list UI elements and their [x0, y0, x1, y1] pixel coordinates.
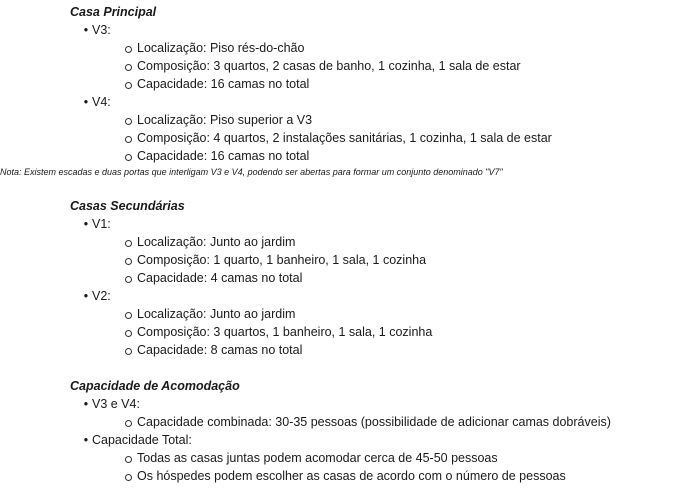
list-item-total	[70, 431, 700, 485]
detail-text: Capacidade: 16 camas no total	[137, 149, 310, 163]
detail-text: Localização: Piso superior a V3	[137, 113, 313, 127]
item-label: V4:	[92, 95, 111, 109]
detail-item	[92, 251, 700, 269]
section-casa-principal	[0, 3, 700, 179]
detail-text: Localização: Junto ao jardim	[137, 235, 296, 249]
circle-bullet-icon	[125, 154, 132, 161]
section-capacidade	[70, 377, 700, 485]
circle-bullet-icon	[125, 136, 132, 143]
list-item-v3	[70, 21, 700, 93]
detail-text: Os hóspedes podem escolher as casas de acordo com o número de pessoas	[137, 469, 566, 483]
bullet-icon: •	[83, 23, 89, 37]
detail-item	[92, 413, 700, 431]
bullet-icon: •	[83, 433, 89, 447]
detail-text: Composição: 1 quarto, 1 banheiro, 1 sala, 1 cozinha	[137, 253, 427, 267]
bullet-icon: •	[83, 217, 89, 231]
list-item-v3-v4	[70, 395, 700, 431]
detail-item	[92, 467, 700, 485]
section-heading: Capacidade de Acomodação	[70, 379, 240, 393]
circle-bullet-icon	[125, 240, 132, 247]
circle-bullet-icon	[125, 64, 132, 71]
bullet-icon: •	[83, 95, 89, 109]
detail-text: Capacidade combinada: 30-35 pessoas (possibilidade de adicionar camas dobráveis)	[137, 415, 611, 429]
list-item-v2	[70, 287, 700, 359]
circle-bullet-icon	[125, 118, 132, 125]
detail-text: Capacidade: 16 camas no total	[137, 77, 310, 91]
spacer	[70, 179, 700, 197]
detail-item	[92, 147, 700, 165]
item-label: V2:	[92, 289, 111, 303]
house-list	[70, 215, 700, 359]
detail-text: Composição: 3 quartos, 1 banheiro, 1 sala, 1 cozinha	[137, 325, 433, 339]
list-item-v1	[70, 215, 700, 287]
section-heading: Casa Principal	[70, 5, 157, 19]
detail-list	[92, 413, 700, 431]
detail-item	[92, 449, 700, 467]
detail-item	[92, 57, 700, 75]
detail-item	[92, 323, 700, 341]
detail-item	[92, 233, 700, 251]
circle-bullet-icon	[125, 474, 132, 481]
detail-item	[92, 75, 700, 93]
detail-item	[92, 129, 700, 147]
circle-bullet-icon	[125, 330, 132, 337]
circle-bullet-icon	[125, 420, 132, 427]
bullet-icon: •	[83, 289, 89, 303]
circle-bullet-icon	[125, 46, 132, 53]
detail-list	[92, 449, 700, 485]
detail-item	[92, 39, 700, 57]
detail-text: Localização: Piso rés-do-chão	[137, 41, 305, 55]
detail-text: Todas as casas juntas podem acomodar cerca de 45-50 pessoas	[137, 451, 498, 465]
item-label: V1:	[92, 217, 111, 231]
circle-bullet-icon	[125, 258, 132, 265]
circle-bullet-icon	[125, 312, 132, 319]
detail-item	[92, 111, 700, 129]
item-label: Capacidade Total:	[92, 433, 192, 447]
item-label: V3 e V4:	[92, 397, 140, 411]
detail-text: Composição: 4 quartos, 2 instalações sanitárias, 1 cozinha, 1 sala de estar	[137, 131, 552, 145]
detail-item	[92, 269, 700, 287]
detail-text: Composição: 3 quartos, 2 casas de banho, 1 cozinha, 1 sala de estar	[137, 59, 521, 73]
detail-text: Capacidade: 4 camas no total	[137, 271, 303, 285]
item-label: V3:	[92, 23, 111, 37]
note-text: Nota: Existem escadas e duas portas que interligam V3 e V4, podendo ser abertas para formar um conjunto denominado "V7"	[0, 167, 503, 177]
house-list	[70, 21, 700, 165]
circle-bullet-icon	[125, 82, 132, 89]
spacer	[70, 359, 700, 377]
section-casas-secundarias	[70, 197, 700, 359]
detail-list	[92, 305, 700, 359]
list-item-v4	[70, 93, 700, 165]
detail-text: Capacidade: 8 camas no total	[137, 343, 303, 357]
circle-bullet-icon	[125, 276, 132, 283]
circle-bullet-icon	[125, 456, 132, 463]
detail-item	[92, 305, 700, 323]
circle-bullet-icon	[125, 348, 132, 355]
bullet-icon: •	[83, 397, 89, 411]
section-heading: Casas Secundárias	[70, 199, 185, 213]
detail-item	[92, 341, 700, 359]
detail-list	[92, 39, 700, 93]
detail-list	[92, 233, 700, 287]
detail-list	[92, 111, 700, 165]
detail-text: Localização: Junto ao jardim	[137, 307, 296, 321]
capacity-list	[70, 395, 700, 485]
